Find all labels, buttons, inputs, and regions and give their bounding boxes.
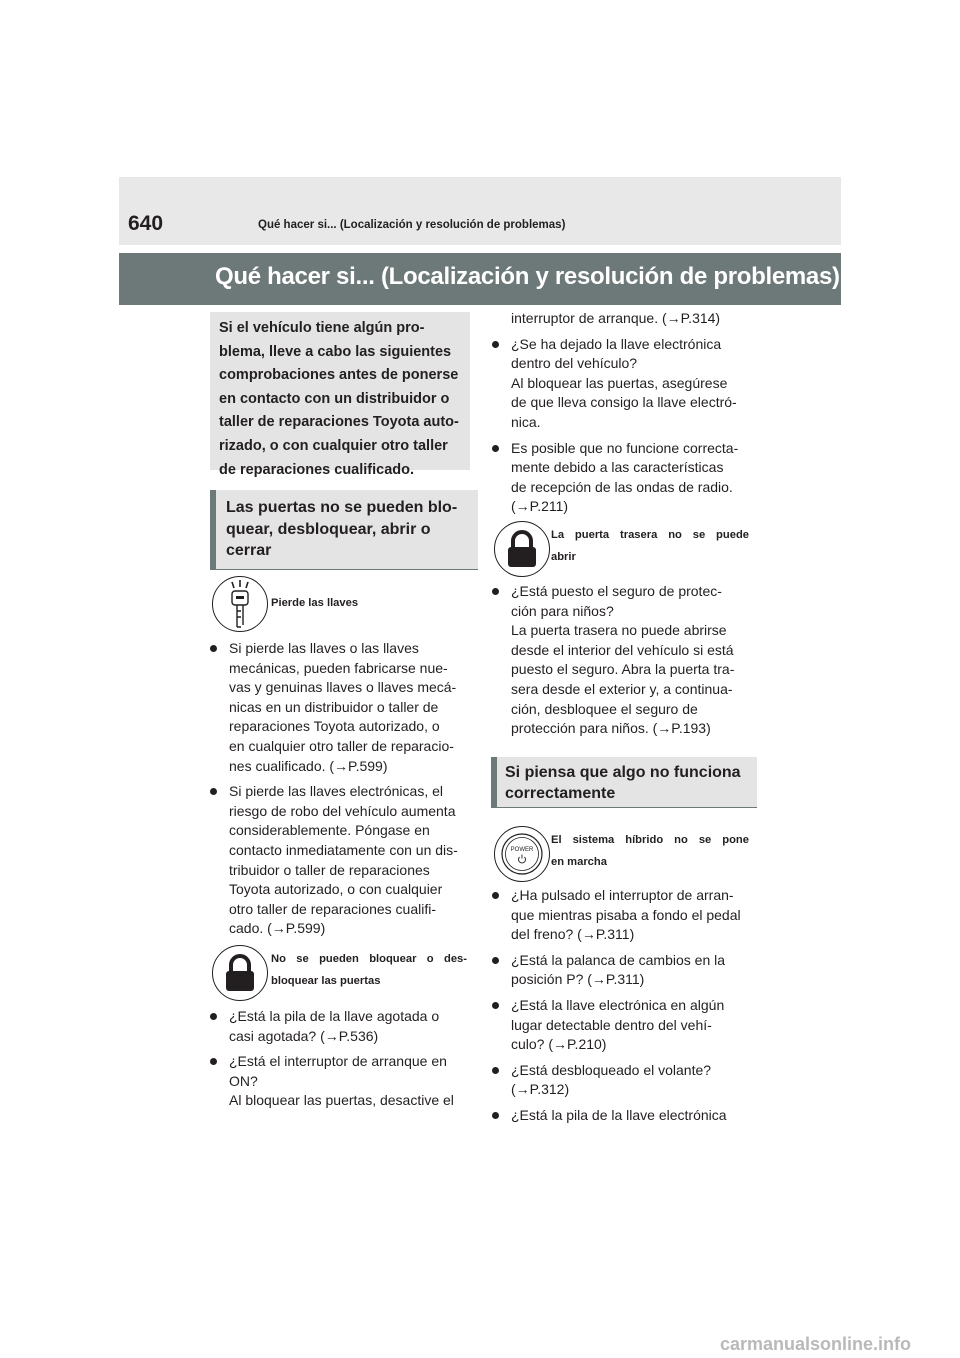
section-heading-doors: Las puertas no se pueden blo- quear, desbloquear, abrir o cerrar xyxy=(210,490,478,570)
bullets-hybrid xyxy=(492,886,754,1132)
list-item: ¿Está la pila de la llave agotada o casi agotada? (→P.536) xyxy=(210,1007,472,1046)
list-item: ¿Está desbloqueado el volante? (→P.312) xyxy=(492,1061,754,1100)
list-item: Si pierde las llaves electrónicas, el riesgo de robo del vehículo aumenta considerablemente. Póngase en contacto inmediatamente con un dis- tribuidor o taller de reparaciones Toyota autorizado, o con cualquier otro taller de reparaciones cualifi- cado. (→P.599) xyxy=(210,782,472,939)
bullets-lost-keys xyxy=(210,639,472,945)
label-rear-door: La puerta trasera no se puede abrir xyxy=(551,529,749,563)
list-item: ¿Se ha dejado la llave electrónica dentro del vehículo? Al bloquear las puertas, asegúrese de que lleva consigo la llave electró- nica. xyxy=(492,335,754,433)
header-band xyxy=(119,177,841,245)
intro-text: Si el vehículo tiene algún pro- blema, lleve a cabo las siguientes comprobaciones antes de ponerse en contacto con un distribuidor o taller de reparaciones Toyota auto- rizado, o con cualquier otro taller de reparaciones cualificado. xyxy=(219,320,459,478)
padlock-icon xyxy=(212,945,268,1001)
intro-box xyxy=(210,312,470,478)
title-band xyxy=(119,253,841,305)
watermark: carmanualsonline.info xyxy=(720,1334,912,1354)
list-item: ¿Está la llave electrónica en algún lugar detectable dentro del vehí- culo? (→P.210) xyxy=(492,996,754,1055)
bullets-cannot-lock xyxy=(210,1007,472,1117)
label-lost-keys: Pierde las llaves xyxy=(271,597,359,609)
label-cannot-lock: No se pueden bloquear o des- bloquear las puertas xyxy=(271,953,467,987)
label-hybrid: El sistema híbrido no se pone en marcha xyxy=(551,834,749,868)
page-number: 640 xyxy=(128,212,164,235)
bullets-rear-door xyxy=(492,582,754,745)
bullets-continued xyxy=(492,309,754,523)
list-item: ¿Está puesto el seguro de protec- ción para niños? La puerta trasera no puede abrirse desde el interior del vehículo si está puesto el seguro. Abra la puerta tra- sera desde el exterior y, a continua- ción, desbloquee el seguro de protección para niños. (→P.193) xyxy=(492,582,754,739)
padlock-icon xyxy=(494,521,550,577)
running-title: Qué hacer si... (Localización y resolución de problemas) xyxy=(258,219,566,231)
list-item-continued: interruptor de arranque. (→P.314) xyxy=(511,310,721,326)
section-heading-malfunction: Si piensa que algo no funciona correctamente xyxy=(491,757,757,808)
list-item: ¿Está el interruptor de arranque en ON? Al bloquear las puertas, desactive el xyxy=(210,1052,472,1111)
page-title: Qué hacer si... (Localización y resolución de problemas) xyxy=(215,263,840,290)
power-button-icon xyxy=(494,826,550,882)
list-item: ¿Ha pulsado el interruptor de arran- que mientras pisaba a fondo el pedal del freno? (→P.311) xyxy=(492,886,754,945)
list-item: ¿Está la palanca de cambios en la posición P? (→P.311) xyxy=(492,951,754,990)
list-item: Si pierde las llaves o las llaves mecánicas, pueden fabricarse nue- vas y genuinas llaves o llaves mecá- nicas en un distribuidor o taller de reparaciones Toyota autorizado, o en cualquier otro taller de reparacio- nes cualificado. (→P.599) xyxy=(210,639,472,776)
key-icon xyxy=(212,576,268,632)
list-item: ¿Está la pila de la llave electrónica xyxy=(492,1106,754,1126)
svg-text:POWER: POWER xyxy=(510,847,534,853)
list-item: Es posible que no funcione correcta- mente debido a las características de recepción de las ondas de radio. (→P.211) xyxy=(492,439,754,517)
